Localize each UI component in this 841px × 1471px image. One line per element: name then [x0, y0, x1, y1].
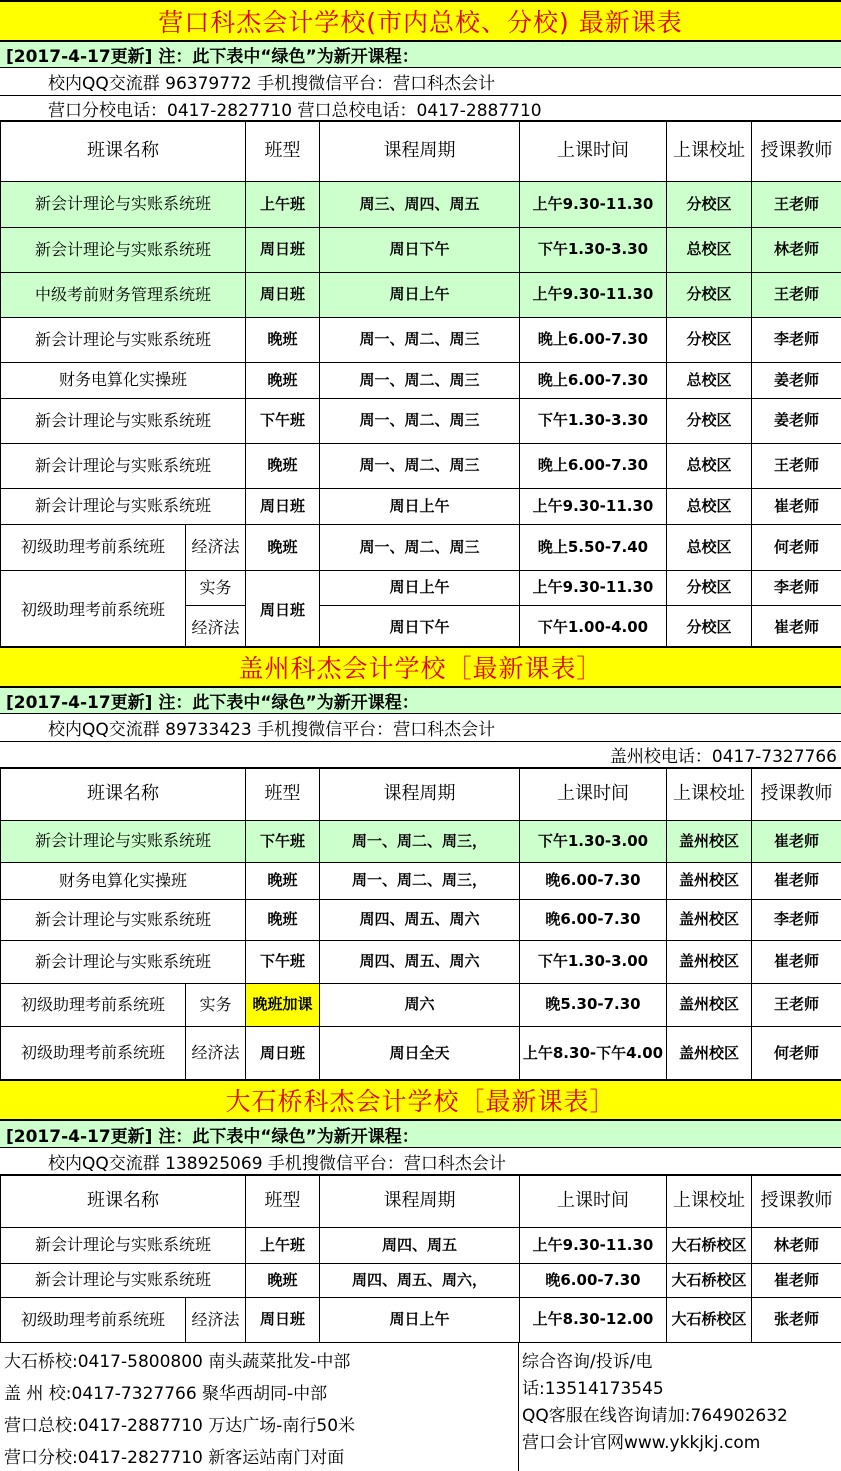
header-class-type: 班型 [246, 769, 320, 821]
table-row [1, 228, 841, 273]
section-1-table [0, 121, 841, 651]
section-2-table [0, 768, 841, 1081]
teacher: 崔老师 [752, 821, 841, 863]
course-period: 周三、周四、周五 [320, 182, 520, 228]
class-time: 上午8.30-下午4.00 [520, 1027, 667, 1081]
class-time: 下午1.30-3.00 [520, 941, 667, 984]
table-row [1, 900, 841, 941]
class-type: 晚班 [246, 444, 320, 489]
class-type: 晚班 [246, 318, 320, 363]
class-time: 晚上6.00-7.30 [520, 363, 667, 399]
campus: 分校区 [667, 399, 752, 444]
official-website: 营口会计官网www.ykkjkj.com [522, 1433, 761, 1453]
class-type: 上午班 [246, 1228, 320, 1264]
section-1-notice: [2017-4-17更新] 注：此下表中“绿色”为新开课程： [0, 42, 841, 68]
class-time: 下午1.30-3.30 [520, 228, 667, 273]
teacher: 姜老师 [752, 399, 841, 444]
campus: 大石桥校区 [667, 1228, 752, 1264]
teacher: 姜老师 [752, 363, 841, 399]
contact-footer [0, 1342, 841, 1471]
table-row [1, 1298, 841, 1343]
course-period: 周一、周二、周三 [320, 399, 520, 444]
class-time: 晚上5.50-7.40 [520, 525, 667, 571]
class-time: 晚6.00-7.30 [520, 900, 667, 941]
address-yingkou-main: 营口总校:0417-2887710 万达广场-南行50米 [4, 1415, 356, 1436]
class-time: 晚6.00-7.30 [520, 1264, 667, 1298]
campus: 分校区 [667, 273, 752, 318]
course-name: 新会计理论与实账系统班 [1, 900, 246, 941]
course-name: 新会计理论与实账系统班 [1, 1264, 246, 1298]
teacher: 崔老师 [752, 1264, 841, 1298]
class-time: 上午9.30-11.30 [520, 182, 667, 228]
teacher: 崔老师 [752, 863, 841, 900]
table-header-row [1, 1176, 841, 1228]
table-row [1, 571, 841, 606]
section-1-title: 营口科杰会计学校(市内总校、分校) 最新课表 [0, 0, 841, 42]
header-course-name: 班课名称 [1, 1176, 246, 1228]
campus: 大石桥校区 [667, 1298, 752, 1343]
table-row [1, 821, 841, 863]
campus: 分校区 [667, 182, 752, 228]
course-period: 周日上午 [320, 273, 520, 318]
header-time: 上课时间 [520, 769, 667, 821]
teacher: 王老师 [752, 182, 841, 228]
section-2-title: 盖州科杰会计学校［最新课表］ [0, 646, 841, 688]
section-2-info-phone: 盖州校电话：0417-7327766 [0, 742, 841, 768]
section-3-table [0, 1175, 841, 1343]
table-row [1, 489, 841, 525]
course-period: 周日上午 [320, 571, 520, 606]
course-period: 周日下午 [320, 606, 520, 651]
course-period: 周六 [320, 984, 520, 1027]
course-name: 新会计理论与实账系统班 [1, 399, 246, 444]
course-name: 初级助理考前系统班 [1, 1298, 186, 1343]
course-subject: 实务 [186, 571, 246, 606]
course-name: 新会计理论与实账系统班 [1, 821, 246, 863]
header-teacher: 授课教师 [752, 1176, 841, 1228]
table-row [1, 941, 841, 984]
campus: 分校区 [667, 318, 752, 363]
course-period: 周一、周二、周三 [320, 363, 520, 399]
course-period: 周日全天 [320, 1027, 520, 1081]
course-subject: 经济法 [186, 1298, 246, 1343]
teacher: 崔老师 [752, 489, 841, 525]
course-name: 初级助理考前系统班 [1, 1027, 186, 1081]
campus: 总校区 [667, 489, 752, 525]
section-2-info-qq: 校内QQ交流群 89733423 手机搜微信平台：营口科杰会计 [0, 714, 841, 742]
class-time: 晚上6.00-7.30 [520, 444, 667, 489]
course-subject: 实务 [186, 984, 246, 1027]
class-type: 晚班 [246, 1264, 320, 1298]
class-time: 下午1.00-4.00 [520, 606, 667, 651]
table-row [1, 863, 841, 900]
course-name: 初级助理考前系统班 [1, 525, 186, 571]
course-period: 周一、周二、周三 [320, 525, 520, 571]
course-period: 周日上午 [320, 489, 520, 525]
consult-line: 综合咨询/投诉/电 [522, 1352, 653, 1372]
class-time: 晚6.00-7.30 [520, 863, 667, 900]
class-type: 下午班 [246, 941, 320, 984]
teacher: 林老师 [752, 1228, 841, 1264]
course-subject: 经济法 [186, 606, 246, 651]
section-3-notice: [2017-4-17更新] 注：此下表中“绿色”为新开课程： [0, 1121, 841, 1148]
course-name: 财务电算化实操班 [1, 863, 246, 900]
address-dashiqiao: 大石桥校:0417-5800800 南头蔬菜批发-中部 [4, 1351, 351, 1372]
table-row [1, 1264, 841, 1298]
class-type: 晚班 [246, 900, 320, 941]
campus: 分校区 [667, 571, 752, 606]
consult-info [522, 1349, 840, 1457]
course-subject: 经济法 [186, 1027, 246, 1081]
table-row [1, 182, 841, 228]
campus: 盖州校区 [667, 863, 752, 900]
table-row [1, 363, 841, 399]
course-name: 新会计理论与实账系统班 [1, 1228, 246, 1264]
course-subject: 经济法 [186, 525, 246, 571]
class-type: 上午班 [246, 182, 320, 228]
course-name: 财务电算化实操班 [1, 363, 246, 399]
header-period: 课程周期 [320, 769, 520, 821]
class-type: 下午班 [246, 399, 320, 444]
class-time: 上午8.30-12.00 [520, 1298, 667, 1343]
table-row [1, 984, 841, 1027]
class-time: 晚上6.00-7.30 [520, 318, 667, 363]
table-row [1, 318, 841, 363]
section-3-info-qq: 校内QQ交流群 138925069 手机搜微信平台：营口科杰会计 [0, 1148, 841, 1175]
section-2-notice: [2017-4-17更新] 注：此下表中“绿色”为新开课程： [0, 688, 841, 714]
campus: 总校区 [667, 444, 752, 489]
course-name: 新会计理论与实账系统班 [1, 318, 246, 363]
teacher: 崔老师 [752, 941, 841, 984]
campus: 分校区 [667, 606, 752, 651]
campus: 盖州校区 [667, 1027, 752, 1081]
header-campus: 上课校址 [667, 122, 752, 182]
campus: 盖州校区 [667, 941, 752, 984]
teacher: 王老师 [752, 984, 841, 1027]
header-course-name: 班课名称 [1, 769, 246, 821]
class-time: 晚5.30-7.30 [520, 984, 667, 1027]
table-row [1, 1228, 841, 1264]
teacher: 崔老师 [752, 606, 841, 651]
course-name: 初级助理考前系统班 [1, 571, 186, 651]
header-teacher: 授课教师 [752, 769, 841, 821]
course-period: 周日上午 [320, 1298, 520, 1343]
address-gaizhou: 盖 州 校:0417-7327766 聚华西胡同-中部 [4, 1383, 328, 1404]
table-header-row [1, 769, 841, 821]
campus: 总校区 [667, 228, 752, 273]
campus: 盖州校区 [667, 900, 752, 941]
class-type: 周日班 [246, 273, 320, 318]
class-type-highlight: 晚班加课 [246, 984, 320, 1027]
course-period: 周一、周二、周三， [320, 821, 520, 863]
table-row [1, 399, 841, 444]
teacher: 林老师 [752, 228, 841, 273]
course-period: 周一、周二、周三， [320, 863, 520, 900]
teacher: 张老师 [752, 1298, 841, 1343]
class-type: 晚班 [246, 863, 320, 900]
table-row [1, 273, 841, 318]
consult-qq: QQ客服在线咨询请加:764902632 [522, 1406, 788, 1426]
campus: 大石桥校区 [667, 1264, 752, 1298]
table-row [1, 1027, 841, 1081]
header-teacher: 授课教师 [752, 122, 841, 182]
campus: 总校区 [667, 525, 752, 571]
class-time: 下午1.30-3.30 [520, 399, 667, 444]
course-period: 周四、周五 [320, 1228, 520, 1264]
header-time: 上课时间 [520, 122, 667, 182]
course-period: 周一、周二、周三 [320, 444, 520, 489]
teacher: 李老师 [752, 571, 841, 606]
header-course-name: 班课名称 [1, 122, 246, 182]
consult-phone: 话:13514173545 [522, 1379, 664, 1399]
course-name: 初级助理考前系统班 [1, 984, 186, 1027]
table-row [1, 444, 841, 489]
header-class-type: 班型 [246, 122, 320, 182]
header-period: 课程周期 [320, 122, 520, 182]
section-1-info-phone: 营口分校电话：0417-2827710 营口总校电话：0417-2887710 [0, 96, 841, 121]
course-period: 周四、周五、周六 [320, 941, 520, 984]
class-type: 晚班 [246, 363, 320, 399]
class-type: 下午班 [246, 821, 320, 863]
campus: 盖州校区 [667, 821, 752, 863]
header-period: 课程周期 [320, 1176, 520, 1228]
class-type: 周日班 [246, 1027, 320, 1081]
course-name: 新会计理论与实账系统班 [1, 228, 246, 273]
class-time: 上午9.30-11.30 [520, 273, 667, 318]
teacher: 王老师 [752, 444, 841, 489]
teacher: 李老师 [752, 900, 841, 941]
class-type: 周日班 [246, 1298, 320, 1343]
class-type: 晚班 [246, 525, 320, 571]
header-campus: 上课校址 [667, 1176, 752, 1228]
class-time: 上午9.30-11.30 [520, 489, 667, 525]
header-class-type: 班型 [246, 1176, 320, 1228]
course-name: 新会计理论与实账系统班 [1, 489, 246, 525]
teacher: 何老师 [752, 525, 841, 571]
class-time: 下午1.30-3.00 [520, 821, 667, 863]
teacher: 何老师 [752, 1027, 841, 1081]
class-type: 周日班 [246, 489, 320, 525]
section-1-info-qq: 校内QQ交流群 96379772 手机搜微信平台：营口科杰会计 [0, 68, 841, 96]
header-time: 上课时间 [520, 1176, 667, 1228]
course-name: 新会计理论与实账系统班 [1, 182, 246, 228]
table-header-row [1, 122, 841, 182]
class-type: 周日班 [246, 228, 320, 273]
course-period: 周四、周五、周六， [320, 1264, 520, 1298]
class-time: 上午9.30-11.30 [520, 1228, 667, 1264]
campus: 盖州校区 [667, 984, 752, 1027]
course-period: 周日下午 [320, 228, 520, 273]
address-yingkou-branch: 营口分校:0417-2827710 新客运站南门对面 [4, 1447, 345, 1468]
course-period: 周一、周二、周三 [320, 318, 520, 363]
course-name: 中级考前财务管理系统班 [1, 273, 246, 318]
campus-address-list [0, 1343, 519, 1471]
class-time: 上午9.30-11.30 [520, 571, 667, 606]
class-type: 周日班 [246, 571, 320, 651]
header-campus: 上课校址 [667, 769, 752, 821]
table-row [1, 525, 841, 571]
section-3-title: 大石桥科杰会计学校［最新课表］ [0, 1079, 841, 1121]
teacher: 王老师 [752, 273, 841, 318]
campus: 总校区 [667, 363, 752, 399]
course-name: 新会计理论与实账系统班 [1, 444, 246, 489]
course-name: 新会计理论与实账系统班 [1, 941, 246, 984]
teacher: 李老师 [752, 318, 841, 363]
course-period: 周四、周五、周六 [320, 900, 520, 941]
